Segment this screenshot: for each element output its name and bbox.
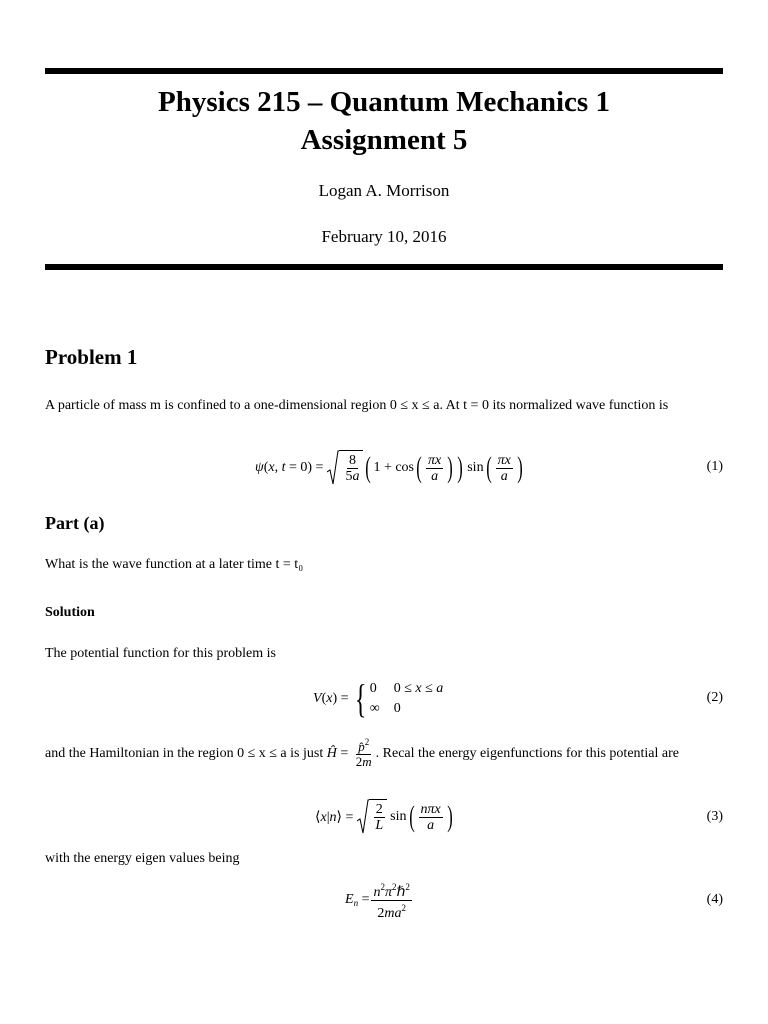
equation-3-number: (3): [706, 809, 723, 824]
hamiltonian-text-before: and the Hamiltonian in the region 0 ≤ x ≤ a is just: [45, 746, 324, 762]
document-page: [45, 0, 723, 1024]
title-line-2: Assignment 5: [300, 124, 468, 156]
equation-2: V(x) = { 0 0 ≤ x ≤ a ∞ 0 (2): [313, 676, 723, 721]
bottom-rule: [45, 264, 723, 270]
problem-1-heading: Problem 1: [45, 345, 138, 369]
equation-4: $E_n$ = $\frac{n^2\pi^2\hbar^2}{2ma^2}$ (4): [345, 881, 723, 921]
eigenvalues-text: with the energy eigen values being: [45, 851, 240, 866]
problem-1-intro: A particle of mass m is confined to a one-dimensional region 0 ≤ x ≤ a. At t = 0 its normalized wave function is: [45, 398, 669, 413]
part-a-question: What is the wave function at a later time t = t₀: [45, 557, 304, 572]
equation-3: ⟨x|n⟩ = $\frac{2}{L}$ sin ( $\frac{\text{nπx}}{a}$ ) (3): [315, 800, 723, 833]
part-a-heading: Part (a): [45, 513, 105, 533]
equation-1-number: (1): [706, 459, 723, 474]
equation-2-number: (2): [706, 690, 723, 705]
title-line-1: Physics 215 – Quantum Mechanics 1: [158, 86, 610, 118]
equation-1: ψ(x, t = 0) = $\frac{8}{5a}$ ( 1 + cos ( $\frac{\pi x}{a}$ ) ) sin ( $\frac{\pi x}{a}$ ) (1): [255, 451, 723, 484]
top-rule: [45, 68, 723, 74]
hamiltonian-text-after: . Recal the energy eigenfunctions for this potential are: [375, 746, 679, 762]
equation-4-number: (4): [706, 892, 723, 907]
date: February 10, 2016: [321, 227, 447, 246]
hamiltonian-text: and the Hamiltonian in the region 0 ≤ x ≤ a is just Ĥ = $\frac{p̂^2}{2m}$ . Recal the energy eigenfunctions for this potential are: [45, 737, 679, 769]
author: Logan A. Morrison: [318, 181, 450, 200]
solution-heading: Solution: [45, 605, 95, 620]
potential-text: The potential function for this problem is: [45, 646, 276, 661]
